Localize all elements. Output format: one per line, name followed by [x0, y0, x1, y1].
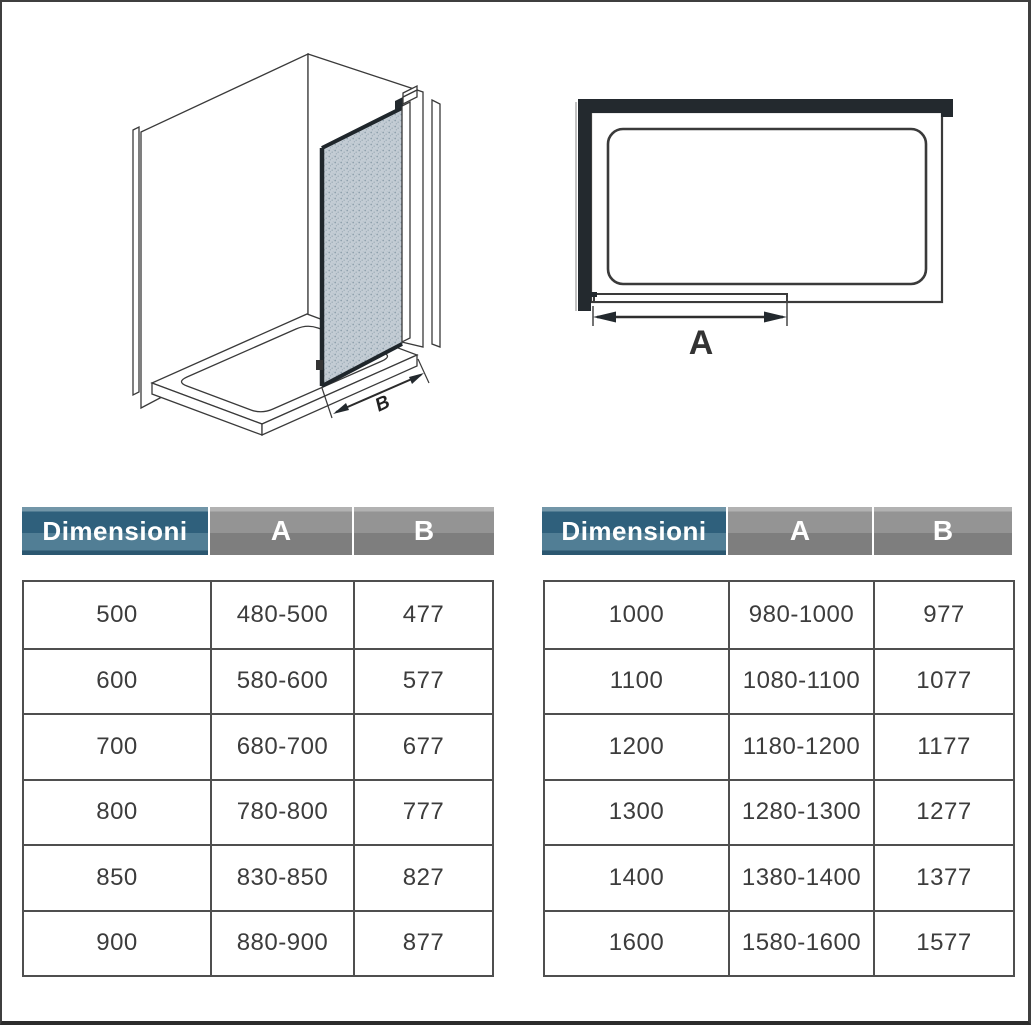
table-cell: 1300: [545, 779, 730, 845]
dimension-b-label: B: [372, 391, 394, 417]
table-cell: 850: [24, 844, 212, 910]
table-cell: 1400: [545, 844, 730, 910]
table-cell: 1377: [875, 844, 1013, 910]
glass-clamp: [316, 360, 323, 370]
glass-panel-plan: [589, 292, 787, 302]
table-cell: 677: [355, 713, 492, 779]
table-cell: 827: [355, 844, 492, 910]
dimension-table-right: [543, 580, 1015, 977]
table-cell: 1177: [875, 713, 1013, 779]
table-cell: 1100: [545, 648, 730, 714]
table-cell: 900: [24, 910, 212, 976]
table-cell: 1077: [875, 648, 1013, 714]
table-header-left: [22, 507, 494, 555]
table-cell: 480-500: [212, 582, 355, 648]
table-cell: 700: [24, 713, 212, 779]
header-cell-b: B: [354, 507, 494, 555]
left-wall-edge: [133, 127, 139, 395]
dimension-table-left: [22, 580, 494, 977]
table-cell: 1277: [875, 779, 1013, 845]
table-cell: 577: [355, 648, 492, 714]
table-header-right: [542, 507, 1012, 555]
isometric-shower-diagram: [100, 35, 460, 465]
dimension-a-label: A: [688, 324, 714, 362]
table-cell: 800: [24, 779, 212, 845]
table-cell: 880-900: [212, 910, 355, 976]
table-cell: 580-600: [212, 648, 355, 714]
table-cell: 830-850: [212, 844, 355, 910]
table-cell: 1577: [875, 910, 1013, 976]
table-cell: 1600: [545, 910, 730, 976]
plan-view-diagram: [570, 90, 970, 365]
tray-basin-outline: [608, 129, 926, 284]
tray-outline: [591, 112, 942, 302]
table-cell: 777: [355, 779, 492, 845]
table-cell: 600: [24, 648, 212, 714]
dimension-a-arrow: [593, 297, 787, 362]
table-cell: 1380-1400: [730, 844, 875, 910]
header-cell-a: A: [728, 507, 872, 555]
table-cell: 500: [24, 582, 212, 648]
header-cell-dimension: Dimensioni: [542, 507, 726, 555]
table-cell: 680-700: [212, 713, 355, 779]
left-wall-bar: [576, 99, 591, 311]
table-cell: 1180-1200: [730, 713, 875, 779]
glass-wall-profile: [402, 102, 410, 342]
header-cell-b: B: [874, 507, 1012, 555]
table-cell: 477: [402, 600, 445, 628]
table-cell: 780-800: [212, 779, 355, 845]
table-cell: 980-1000: [730, 582, 875, 648]
header-cell-a: A: [210, 507, 352, 555]
table-cell: 1000: [545, 582, 730, 648]
table-cell: 1200: [545, 713, 730, 779]
right-wall-edge: [432, 100, 440, 347]
table-cell: 1280-1300: [730, 779, 875, 845]
header-cell-dimension: Dimensioni: [22, 507, 208, 555]
table-cell: 877: [355, 910, 492, 976]
table-cell: 1080-1100: [730, 648, 875, 714]
table-cell: 1580-1600: [730, 910, 875, 976]
table-cell: 977: [923, 600, 965, 628]
